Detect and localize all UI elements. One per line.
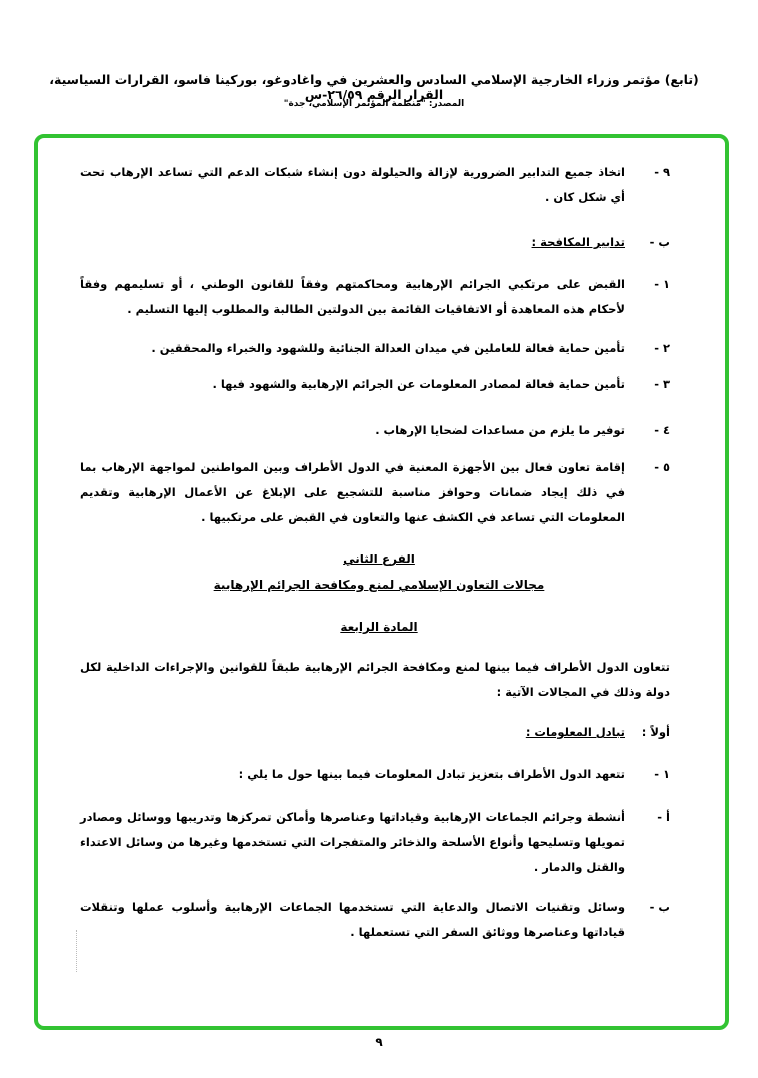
item-text: إقامة تعاون فعال بين الأجهزة المعنية في الدول الأطراف وبين المواطنين لمواجهة الإرهاب بما في ذلك إيجاد ضمانات وحوافز مناسبة للتشجيع على الإبلاغ عن الأعمال الإرهابية وتقديم المعلومات التي تساعد في الكشف عنها والتعاون في القبض على مرتكبيها . [80, 460, 625, 524]
branch-heading: الفرع الثاني [343, 552, 415, 566]
article-heading: المادة الرابعة [340, 620, 418, 634]
document-header-title: (تابع) مؤتمر وزراء الخارجية الإسلامي السادس والعشرين في واغادوغو، بوركينا فاسو، القرارات السياسية، القرار الرقم ٢٦/٥٩-س [49, 72, 699, 102]
item-number: ٢ - [654, 341, 670, 355]
item-number: ١ - [654, 277, 670, 291]
item-text: تتعهد الدول الأطراف بتعزيز تبادل المعلومات فيما بينها حول ما يلي : [238, 767, 625, 781]
item-number: أولاً : [641, 725, 670, 739]
item-number: ٣ - [654, 377, 670, 391]
item-number: ٤ - [654, 423, 670, 437]
branch-title: مجالات التعاون الإسلامي لمنع ومكافحة الجرائم الإرهابية [213, 578, 545, 592]
intro-text: تتعاون الدول الأطراف فيما بينها لمنع ومكافحة الجرائم الإرهابية طبقاً للقوانين والإجراءات الداخلية لكل دولة وذلك في المجالات الآتية : [80, 660, 670, 699]
item-text: أنشطة وجرائم الجماعات الإرهابية وقياداتها وعناصرها وأماكن تمركزها وتدريبها ووسائل ومصادر تمويلها وتسليحها وأنواع الأسلحة والذخائر والمتفجرات التي تستخدمها وغيرها من وسائل الاعتداء والقتل والدمار . [80, 810, 625, 874]
document-source: المصدر: "منظمة المؤتمر الإسلامي، جدة" [283, 99, 465, 109]
subheading-text: تبادل المعلومات : [525, 725, 625, 739]
item-text: وسائل وتقنيات الاتصال والدعاية التي تستخدمها الجماعات الإرهابية وأسلوب عملها وتنقلات قياداتها وعناصرها ووثائق السفر التي تستعملها . [80, 900, 625, 939]
item-number: ب - [649, 900, 670, 914]
margin-mark [76, 930, 77, 972]
item-number: ٥ - [654, 460, 670, 474]
item-number: أ - [657, 810, 670, 824]
item-text: تأمين حماية فعالة لمصادر المعلومات عن الجرائم الإرهابية والشهود فيها . [212, 377, 625, 391]
item-text: اتخاذ جميع التدابير الضرورية لإزالة والحيلولة دون إنشاء شبكات الدعم التي تساعد الإرهاب تحت أي شكل كان . [80, 165, 625, 204]
item-text: تأمين حماية فعالة للعاملين في ميدان العدالة الجنائية وللشهود والخبراء والمحققين . [151, 341, 625, 355]
item-text: القبض على مرتكبي الجرائم الإرهابية ومحاكمتهم وفقاً للقانون الوطني ، أو تسليمهم وفقاً لأحكام هذه المعاهدة أو الاتفاقيات القائمة بين الدولتين الطالبة والمطلوب إليها التسليم . [80, 277, 625, 316]
page-number: ٩ [375, 1035, 383, 1049]
item-text: توفير ما يلزم من مساعدات لضحايا الإرهاب . [375, 423, 625, 437]
item-number: ب - [649, 235, 670, 249]
item-number: ٩ - [654, 165, 670, 179]
item-number: ١ - [654, 767, 670, 781]
subheading-text: تدابير المكافحة : [531, 235, 625, 249]
